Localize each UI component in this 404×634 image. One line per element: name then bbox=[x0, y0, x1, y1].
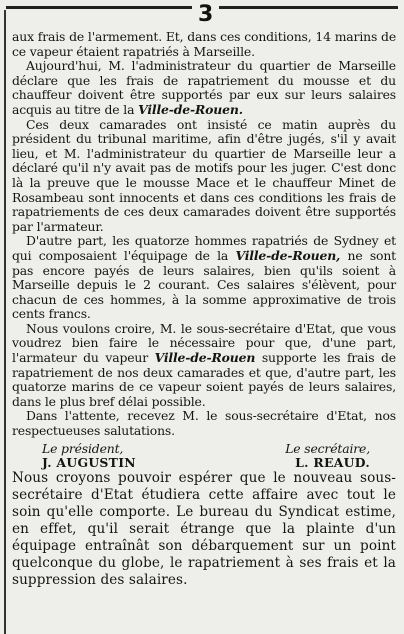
paragraph-3: Ces deux camarades ont insisté ce matin auprès du président du tribunal maritime, afin d'être jugés, s'il y avait lieu, et M. l'administrateur du quartier de Marseille leur a déclaré qu'il n'y avait pas de motifs pour les juger. C'est donc là la preuve que le mousse Mace et le chauffeur Minet de Rosambeau sont innocents et dans ces conditions les frais de rapatriements de ces deux camarades doivent être supportés par l'armateur. bbox=[12, 116, 396, 234]
paragraph-4: D'autre part, les quatorze hommes rapatriés de Sydney et qui composaient l'équipage de la Ville-de-Rouen, ne sont pas encore payés de leurs salaires, bien qu'ils soient à Marseille depuis le 2 courant. Ces salaires s'élèvent, pour chacun de ces hommes, à la somme approximative de trois cents francs. bbox=[12, 233, 396, 322]
column-rule bbox=[4, 10, 6, 634]
paragraph-2: Aujourd'hui, M. l'administrateur du quartier de Marseille déclare que les frais de rapatriement du mousse et du chauffeur doivent être supportés par eux sur leurs salaires acquis au titre de la Ville-de-Rouen. bbox=[12, 58, 396, 117]
paragraph-5: Nous voulons croire, M. le sous-secrétaire d'Etat, que vous voudrez bien faire le nécessaire pour que, d'une part, l'armateur du vapeur Ville-de-Rouen supporte les frais de rapatriement de nos deux camarades et que, d'autre part, les quatorze marins de ce vapeur soient payés de leurs salaires, dans le plus bref délai possible. bbox=[12, 320, 396, 409]
paragraph-1: aux frais de l'armement. Et, dans ces conditions, 14 marins de ce vapeur étaient rapatriés à Marseille. bbox=[12, 29, 396, 59]
closing-paragraph: Nous croyons pouvoir espérer que le nouveau sous-secrétaire d'Etat étudiera cette affaire avec tout le soin qu'elle comporte. Le bureau du Syndicat estime, en effet, qu'il serait étrange que la plainte d'un équipage entraînât son débarquement sur un point quelconque du globe, le rapatriement à ses frais et la suppression des salaires. bbox=[12, 469, 396, 588]
ship-name: Ville-de-Rouen, bbox=[235, 247, 341, 263]
president-name: J. AUGUSTIN bbox=[42, 454, 136, 470]
president-title: Le président, bbox=[42, 440, 124, 456]
secretary-name: L. REAUD. bbox=[295, 454, 370, 470]
signature-titles bbox=[12, 442, 396, 456]
article-body bbox=[12, 30, 396, 589]
ship-name: Ville-de-Rouen. bbox=[138, 101, 243, 117]
paragraph-6: Dans l'attente, recevez M. le sous-secrétaire d'Etat, nos respectueuses salutations. bbox=[12, 408, 396, 439]
page-number: 3 bbox=[192, 4, 219, 26]
signature-names bbox=[12, 456, 396, 470]
ship-name: Ville-de-Rouen bbox=[154, 350, 256, 366]
secretary-title: Le secrétaire, bbox=[285, 440, 370, 456]
